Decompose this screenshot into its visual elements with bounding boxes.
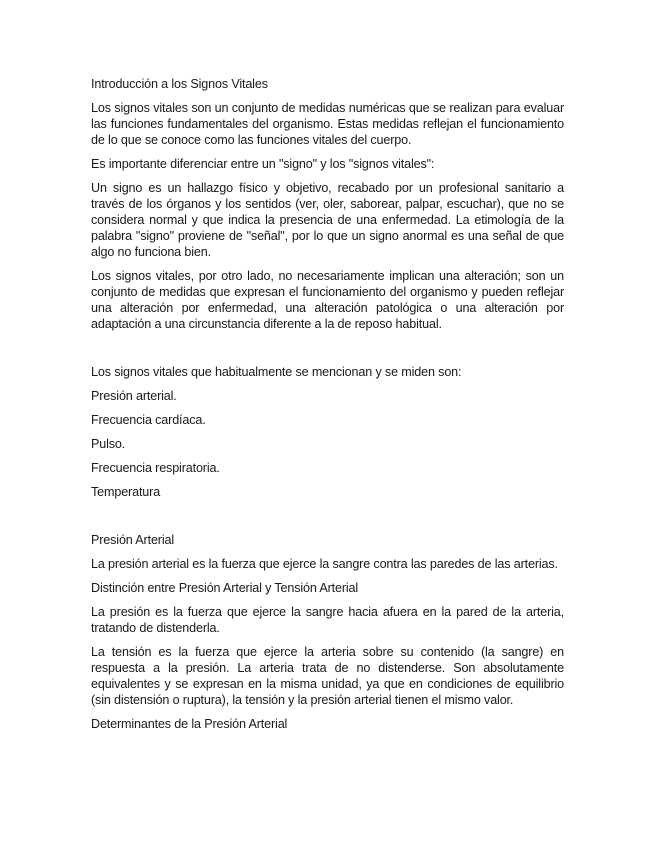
document-title: Introducción a los Signos Vitales — [91, 77, 268, 91]
vital-sign-item: Frecuencia cardíaca. — [91, 413, 206, 427]
presion-definition: La presión es la fuerza que ejerce la sangre hacia afuera en la pared de la arteria, tratando de distenderla. — [91, 605, 564, 635]
pa-definition: La presión arterial es la fuerza que ejerce la sangre contra las paredes de las arterias. — [91, 557, 558, 571]
spacer — [91, 340, 564, 364]
vital-sign-item: Frecuencia respiratoria. — [91, 461, 220, 475]
signos-vitales-definition: Los signos vitales, por otro lado, no necesariamente implican una alteración; son un conjunto de medidas que expresan el funcionamiento del organismo y pueden reflejar una alteración por enfermedad, una alteración patológica o una alteración por adaptación a una circunstancia diferente a la de reposo habitual. — [91, 269, 564, 331]
document-page — [91, 76, 564, 740]
distinction-heading: Distinción entre Presión Arterial y Tensión Arterial — [91, 581, 359, 595]
tension-definition: La tensión es la fuerza que ejerce la arteria sobre su contenido (la sangre) en respuesta a la presión. La arteria trata de no distenderse. Son absolutamente equivalentes y se expresan en la misma unidad, ya que en condiciones de equilibrio (sin distensión o ruptura), la tensión y la presión arterial tienen el mismo valor. — [91, 645, 564, 707]
spacer — [91, 508, 564, 532]
determinants-heading: Determinantes de la Presión Arterial — [91, 717, 288, 731]
distinction-intro: Es importante diferenciar entre un "signo" y los "signos vitales": — [91, 157, 435, 171]
vital-sign-item: Presión arterial. — [91, 389, 177, 403]
list-intro: Los signos vitales que habitualmente se mencionan y se miden son: — [91, 365, 462, 379]
vital-sign-item: Temperatura — [91, 485, 161, 499]
vital-sign-item: Pulso. — [91, 437, 126, 451]
intro-paragraph: Los signos vitales son un conjunto de medidas numéricas que se realizan para evaluar las funciones fundamentales del organismo. Estas medidas reflejan el funcionamiento de lo que se conoce como las funciones vitales del cuerpo. — [91, 101, 564, 147]
signo-definition: Un signo es un hallazgo físico y objetivo, recabado por un profesional sanitario a través de los órganos y los sentidos (ver, oler, saborear, palpar, escuchar), que no se considera normal y que indica la presencia de una enfermedad. La etimología de la palabra "signo" proviene de "señal", por lo que un signo anormal es una señal de que algo no funciona bien. — [91, 181, 564, 259]
pa-heading: Presión Arterial — [91, 533, 174, 547]
